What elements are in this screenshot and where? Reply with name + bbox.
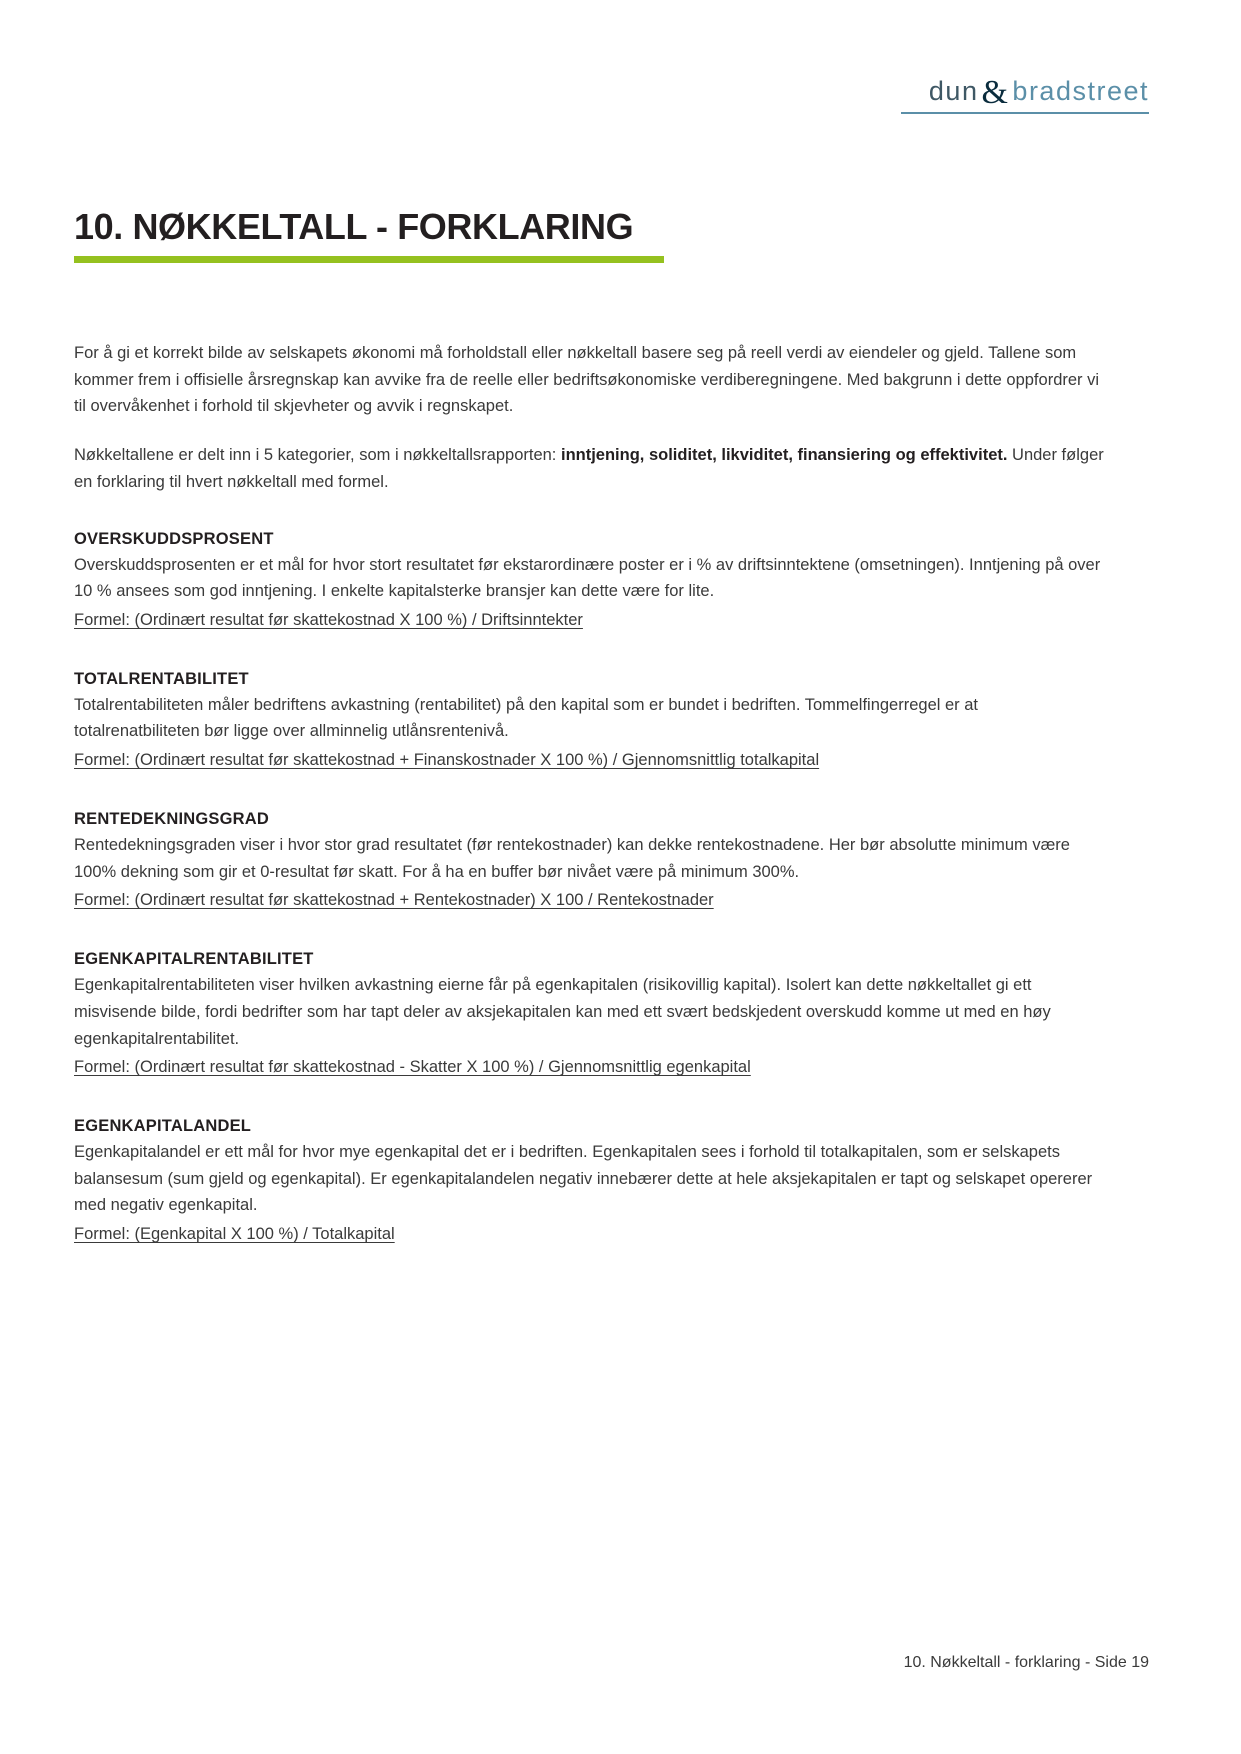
title-accent-rule bbox=[74, 256, 664, 263]
section-egenkapitalandel bbox=[74, 1117, 1104, 1248]
section-heading: RENTEDEKNINGSGRAD bbox=[74, 809, 269, 828]
section-formula: Formel: (Ordinært resultat før skattekostnad - Skatter X 100 %) / Gjennomsnittlig egenkapital bbox=[74, 1058, 751, 1077]
section-body: Totalrentabiliteten måler bedriftens avkastning (rentabilitet) på den kapital som er bundet i bedriften. Tommelfingerregel er at totalrenatbiliteten bør ligge over allminnelig utlånsrentenivå. bbox=[74, 695, 979, 741]
section-heading: EGENKAPITALRENTABILITET bbox=[74, 950, 314, 969]
section-heading: OVERSKUDDSPROSENT bbox=[74, 529, 274, 548]
intro2-before: Nøkkeltallene er delt inn i 5 kategorier, som i nøkkeltallsrapporten: bbox=[74, 446, 561, 465]
logo-text-bradstreet: bradstreet bbox=[1012, 75, 1149, 106]
section-formula: Formel: (Egenkapital X 100 %) / Totalkapital bbox=[74, 1225, 395, 1244]
section-body: Overskuddsprosenten er et mål for hvor stort resultatet før ekstarordinære poster er i % av driftsinntektene (omsetningen). Inntjening på over 10 % ansees som god inntjening. I enkelte kapitalsterke bransjer kan dette være for lite. bbox=[74, 555, 1101, 601]
section-totalrentabilitet bbox=[74, 670, 1104, 774]
logo-underline bbox=[901, 112, 1149, 114]
ampersand-icon: & bbox=[981, 74, 1010, 111]
document-body bbox=[74, 340, 1104, 1248]
section-formula: Formel: (Ordinært resultat før skattekostnad + Finanskostnader X 100 %) / Gjennomsnittlig totalkapital bbox=[74, 751, 820, 770]
section-rentedekningsgrad bbox=[74, 810, 1104, 914]
section-body: Egenkapitalandel er ett mål for hvor mye egenkapital det er i bedriften. Egenkapitalen sees i forhold til totalkapitalen, som er selskapets balansesum (sum gjeld og egenkapital). Er egenkapitalandelen negativ innebærer dette at hele aksjekapitalen er tapt og selskapet opererer med negativ egenkapital. bbox=[74, 1142, 1093, 1215]
intro2-after: Under følger en forklaring til hvert nøkkeltall med formel. bbox=[74, 446, 1104, 491]
dun-bradstreet-logo bbox=[929, 72, 1149, 110]
section-formula: Formel: (Ordinært resultat før skattekostnad + Rentekostnader) X 100 / Rentekostnader bbox=[74, 891, 714, 910]
section-overskuddsprosent bbox=[74, 530, 1104, 634]
section-heading: EGENKAPITALANDEL bbox=[74, 1116, 252, 1135]
page-title: 10. NØKKELTALL - FORKLARING bbox=[74, 206, 634, 248]
page-footer: 10. Nøkkeltall - forklaring - Side 19 bbox=[903, 1654, 1149, 1671]
section-body: Egenkapitalrentabiliteten viser hvilken avkastning eierne får på egenkapitalen (risikovillig kapital). Isolert kan dette nøkkeltallet gi ett misvisende bilde, fordi bedrifter som har tapt deler av aksjekapitalen kan med ett svært bedskjedent overskudd komme ut med en høy egenkapitalrentabilitet. bbox=[74, 976, 1051, 1048]
section-egenkapitalrentabilitet bbox=[74, 950, 1104, 1081]
logo-text-dun: dun bbox=[928, 75, 979, 106]
section-formula: Formel: (Ordinært resultat før skattekostnad X 100 %) / Driftsinntekter bbox=[74, 611, 583, 630]
section-heading: TOTALRENTABILITET bbox=[74, 669, 249, 688]
intro2-bold: inntjening, soliditet, likviditet, finansiering og effektivitet. bbox=[560, 446, 1008, 465]
intro-paragraph-1: For å gi et korrekt bilde av selskapets økonomi må forholdstall eller nøkkeltall basere seg på reell verdi av eiendeler og gjeld. Tallene som kommer frem i offisielle årsregnskap kan avvike fra de reelle eller bedriftsøkonomiske verdiberegningene. Med bakgrunn i dette oppfordrer vi til overvåkenhet i forhold til skjevheter og avvik i regnskapet. bbox=[74, 344, 1100, 416]
section-body: Rentedekningsgraden viser i hvor stor grad resultatet (før rentekostnader) kan dekke rentekostnadene. Her bør absolutte minimum være 100% dekning som gir et 0-resultat før skatt. For å ha en buffer bør nivået være på minimum 300%. bbox=[74, 835, 1070, 881]
intro-paragraph-2 bbox=[74, 442, 1104, 495]
